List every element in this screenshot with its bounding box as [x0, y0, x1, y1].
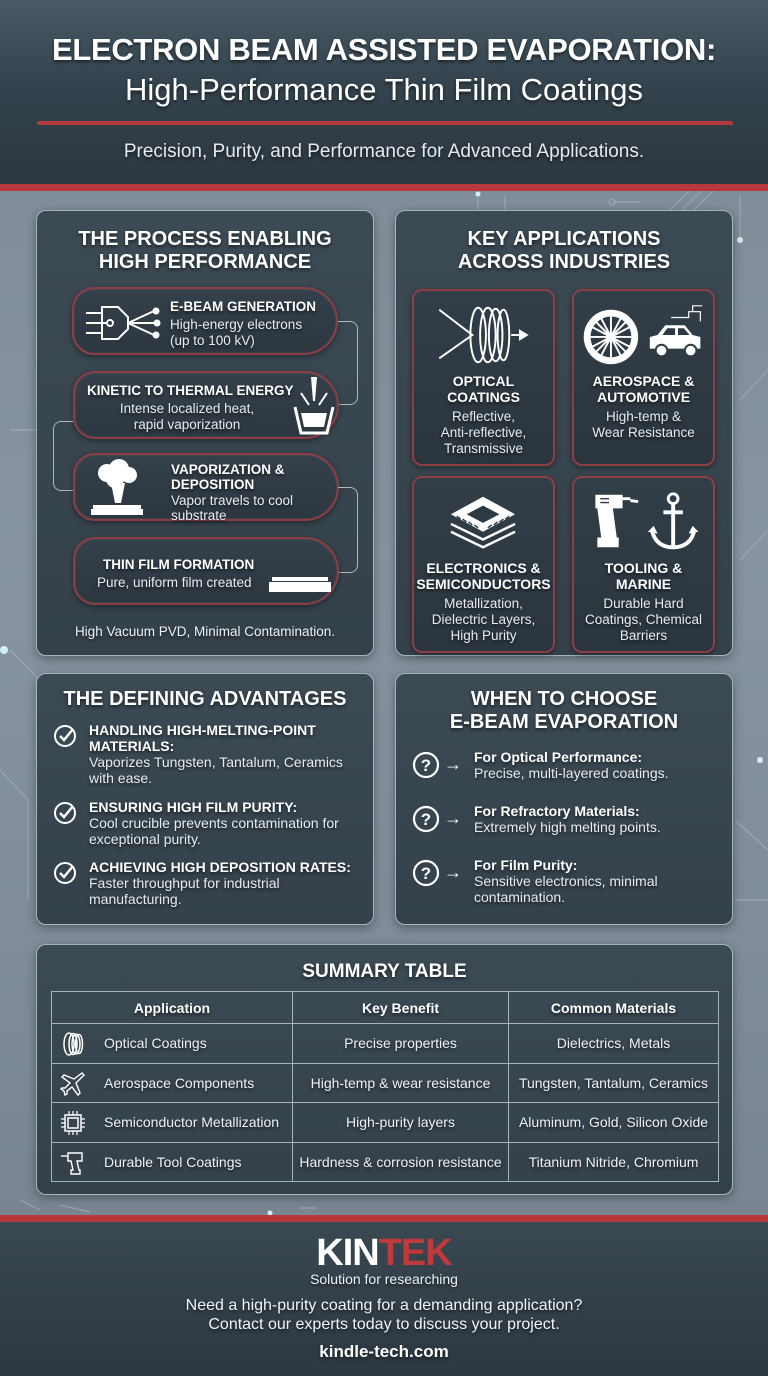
- choose-desc: Precise, multi-layered coatings.: [474, 765, 669, 781]
- cell-key-benefit: Precise properties: [293, 1024, 509, 1064]
- header: [0, 0, 768, 186]
- app-card-title-line1: AEROSPACE &: [592, 373, 695, 389]
- flow-connector: [338, 487, 358, 573]
- footer-red-band: [0, 1215, 768, 1222]
- app-card-desc: [414, 596, 553, 644]
- step-title-line2: DEPOSITION: [171, 477, 255, 492]
- footer: [0, 1222, 768, 1376]
- application-name: Aerospace Components: [104, 1074, 255, 1091]
- choose-title: For Refractory Materials:: [474, 803, 640, 819]
- applications-panel: [395, 210, 733, 656]
- step-title: KINETIC TO THERMAL ENERGY: [87, 383, 294, 398]
- arrow-right-icon: →: [444, 862, 462, 882]
- logo-part-tek: TEK: [378, 1232, 452, 1274]
- table-row: [52, 1024, 719, 1064]
- kintek-logo: [0, 1232, 768, 1275]
- app-card-desc-line: Transmissive: [443, 441, 523, 456]
- advantage-item: [53, 799, 363, 847]
- lens-stack-icon: [60, 1031, 86, 1057]
- app-card-tooling-marine: [572, 476, 715, 653]
- advantage-desc: exceptional purity.: [89, 831, 201, 847]
- process-step-ebeam-generation: [72, 287, 338, 355]
- advantages-panel: [36, 673, 374, 925]
- app-card-title: [574, 373, 713, 405]
- step-desc-line1: Intense localized heat,: [119, 401, 255, 416]
- summary-table-title: SUMMARY TABLE: [302, 961, 467, 982]
- choose-desc: Extremely high melting points.: [474, 819, 661, 835]
- process-footnote: High Vacuum PVD, Minimal Contamination.: [74, 624, 336, 639]
- cell-application: [52, 1103, 293, 1143]
- advantage-desc: Cool crucible prevents contamination for: [89, 815, 339, 831]
- app-card-desc-line: Anti-reflective,: [440, 425, 527, 440]
- cta-line1: Need a high-purity coating for a demanding application?: [185, 1297, 583, 1314]
- app-card-title-line1: OPTICAL: [452, 373, 515, 389]
- choose-item-film-purity: [412, 857, 722, 905]
- advantage-title: ENSURING HIGH FILM PURITY:: [89, 799, 298, 815]
- process-panel: [36, 210, 374, 656]
- when-to-choose-title-line1: WHEN TO CHOOSE: [470, 688, 658, 710]
- arrow-right-icon: →: [444, 754, 462, 774]
- step-desc-line1: High-energy electrons: [170, 317, 303, 332]
- cell-application: [52, 1024, 293, 1064]
- cell-common-materials: Dielectrics, Metals: [509, 1024, 719, 1064]
- advantage-title: HANDLING HIGH-MELTING-POINT: [89, 722, 316, 738]
- app-card-title: [414, 560, 553, 592]
- app-card-desc-line: High Purity: [450, 628, 517, 643]
- step-desc-line1: Vapor travels to cool: [171, 493, 294, 508]
- cell-common-materials: Aluminum, Gold, Silicon Oxide: [509, 1103, 719, 1143]
- advantage-desc: Vaporizes Tungsten, Tantalum, Ceramics: [89, 754, 343, 770]
- process-title: [37, 228, 373, 274]
- choose-title: For Optical Performance:: [474, 749, 643, 765]
- svg-text:?: ?: [420, 864, 432, 883]
- app-card-desc-line: Durable Hard: [603, 596, 684, 611]
- page-subtitle: High-Performance Thin Film Coatings: [124, 72, 643, 107]
- cell-key-benefit: High-purity layers: [293, 1103, 509, 1143]
- application-name: Semiconductor Metallization: [104, 1114, 280, 1131]
- column-header-common-materials: Common Materials: [509, 992, 719, 1024]
- page-title: ELECTRON BEAM ASSISTED EVAPORATION:: [51, 32, 717, 67]
- app-card-desc-line: Barriers: [619, 628, 668, 643]
- header-divider: [37, 121, 733, 125]
- process-step-vaporization-deposition: [73, 453, 339, 521]
- call-to-action: [0, 1296, 768, 1334]
- app-card-desc: [574, 409, 713, 441]
- choose-item-refractory: [412, 803, 722, 835]
- tagline: Precision, Purity, and Performance for Advanced Applications.: [123, 141, 645, 162]
- step-desc-line2: substrate: [171, 508, 227, 523]
- table-header-row: [52, 992, 719, 1024]
- table-row: [52, 1063, 719, 1103]
- chip-icon: [60, 1110, 86, 1136]
- app-card-desc: [414, 409, 553, 457]
- app-card-desc-line: Wear Resistance: [592, 425, 695, 440]
- column-header-application: Application: [52, 992, 293, 1024]
- svg-text:?: ?: [420, 756, 432, 775]
- choose-item-optical: [412, 749, 722, 781]
- app-card-title: [414, 373, 553, 405]
- when-to-choose-title-line2: E-BEAM EVAPORATION: [449, 711, 679, 733]
- airplane-icon: [60, 1071, 86, 1097]
- table-row: [52, 1103, 719, 1143]
- process-step-thin-film-formation: [73, 537, 339, 605]
- advantage-item: [53, 722, 363, 786]
- step-desc-line2: (up to 100 kV): [170, 333, 255, 348]
- application-name: Optical Coatings: [104, 1035, 207, 1052]
- question-circle-icon: [412, 805, 440, 833]
- app-card-title-line1: TOOLING &: [604, 560, 683, 576]
- turbine-car-icon: [574, 299, 713, 371]
- app-card-optical-coatings: [412, 289, 555, 466]
- advantage-desc: with ease.: [89, 770, 153, 786]
- app-card-title-line2: AUTOMOTIVE: [596, 389, 691, 405]
- step-title-line1: VAPORIZATION &: [171, 462, 285, 477]
- process-step-kinetic-to-thermal: [73, 371, 339, 439]
- process-title-line2: HIGH PERFORMANCE: [98, 251, 312, 273]
- advantage-desc: Faster throughput for industrial: [89, 875, 280, 891]
- step-desc-line1: Pure, uniform film created: [97, 575, 252, 590]
- choose-desc: Sensitive electronics, minimal: [474, 873, 658, 889]
- flow-connector: [338, 321, 358, 405]
- flow-connector: [53, 421, 73, 491]
- crucible-heat-icon: [293, 377, 335, 435]
- column-header-key-benefit: Key Benefit: [293, 992, 509, 1024]
- app-card-desc-line: High-temp &: [605, 409, 682, 424]
- advantage-title: MATERIALS:: [89, 738, 175, 754]
- cell-key-benefit: Hardness & corrosion resistance: [293, 1142, 509, 1182]
- app-card-title: [574, 560, 713, 592]
- when-to-choose-panel: [395, 673, 733, 925]
- vapor-plume-icon: [89, 459, 145, 517]
- question-circle-icon: [412, 751, 440, 779]
- summary-table-panel: [36, 944, 733, 1195]
- step-title: THIN FILM FORMATION: [103, 557, 255, 572]
- svg-text:?: ?: [420, 810, 432, 829]
- drill-anchor-icon: [574, 486, 713, 558]
- app-card-title-line2: COATINGS: [447, 389, 520, 405]
- step-desc-line2: rapid vaporization: [133, 417, 241, 432]
- app-card-desc: [574, 596, 713, 644]
- drill-icon: [60, 1150, 86, 1176]
- app-card-desc-line: Metallization,: [444, 596, 523, 611]
- check-circle-icon: [53, 724, 77, 748]
- choose-title: For Film Purity:: [474, 857, 578, 873]
- optical-lens-icon: [414, 299, 553, 371]
- chip-layers-icon: [414, 486, 553, 558]
- app-card-electronics-semiconductors: [412, 476, 555, 653]
- summary-table: [51, 991, 719, 1182]
- advantages-title: THE DEFINING ADVANTAGES: [63, 688, 347, 710]
- website-link[interactable]: kindle-tech.com: [319, 1342, 449, 1361]
- cell-application: [52, 1142, 293, 1182]
- choose-desc: contamination.: [474, 889, 566, 905]
- check-circle-icon: [53, 861, 77, 885]
- cell-key-benefit: High-temp & wear resistance: [293, 1063, 509, 1103]
- process-title-line1: THE PROCESS ENABLING: [78, 228, 332, 250]
- step-title: E-BEAM GENERATION: [170, 299, 317, 314]
- advantage-desc: manufacturing.: [89, 891, 182, 907]
- app-card-desc-line: Coatings, Chemical: [584, 612, 703, 627]
- cell-common-materials: Titanium Nitride, Chromium: [509, 1142, 719, 1182]
- cell-application: [52, 1063, 293, 1103]
- app-card-aerospace-automotive: [572, 289, 715, 466]
- advantage-item: [53, 859, 363, 907]
- arrow-right-icon: →: [444, 808, 462, 828]
- question-circle-icon: [412, 859, 440, 887]
- header-red-band: [0, 184, 768, 191]
- applications-title: [396, 228, 732, 274]
- application-name: Durable Tool Coatings: [104, 1153, 242, 1170]
- app-card-title-line2: MARINE: [615, 576, 672, 592]
- logo-part-kin: KIN: [316, 1232, 379, 1274]
- applications-title-line2: ACROSS INDUSTRIES: [457, 251, 671, 273]
- film-layer-icon: [269, 577, 331, 593]
- logo-slogan: Solution for researching: [310, 1271, 458, 1287]
- cta-line2: Contact our experts today to discuss your project.: [208, 1316, 560, 1333]
- app-card-desc-line: Dielectric Layers,: [431, 612, 536, 627]
- applications-title-line1: KEY APPLICATIONS: [467, 228, 661, 250]
- table-row: [52, 1142, 719, 1182]
- electron-gun-icon: [84, 303, 166, 343]
- app-card-title-line2: SEMICONDUCTORS: [416, 576, 551, 592]
- app-card-title-line1: ELECTRONICS &: [426, 560, 541, 576]
- cell-common-materials: Tungsten, Tantalum, Ceramics: [509, 1063, 719, 1103]
- app-card-desc-line: Reflective,: [451, 409, 516, 424]
- advantage-title: ACHIEVING HIGH DEPOSITION RATES:: [89, 859, 351, 875]
- when-to-choose-title: [396, 688, 732, 734]
- check-circle-icon: [53, 801, 77, 825]
